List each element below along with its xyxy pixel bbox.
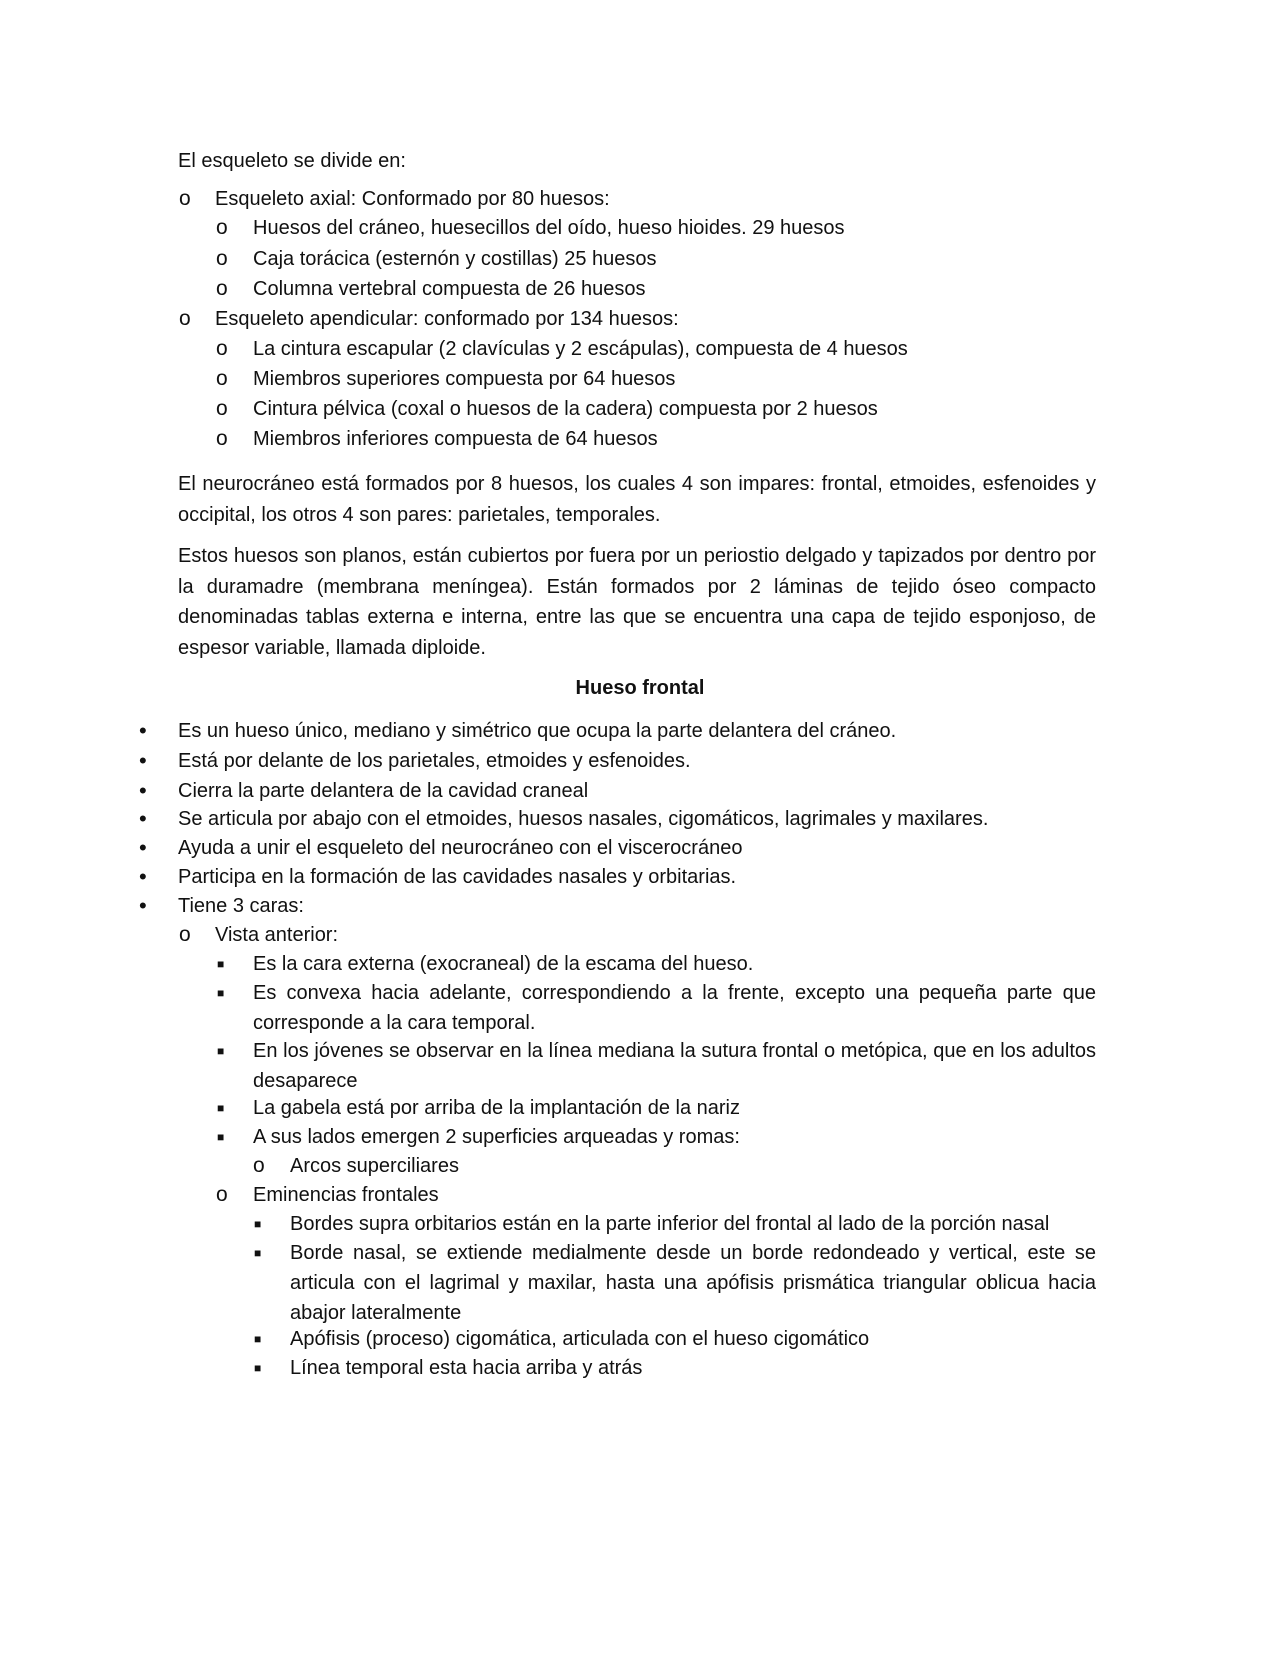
circle-bullet-icon: o	[179, 923, 191, 946]
list-item: Miembros inferiores compuesta de 64 huesos	[253, 428, 658, 450]
intro-text: El esqueleto se divide en:	[178, 150, 406, 172]
sub-item: A sus lados emergen 2 superficies arqueadas y romas:	[253, 1126, 740, 1148]
anterior-view-label: Vista anterior:	[215, 924, 339, 946]
square-bullet-icon: ■	[254, 1332, 262, 1346]
square-bullet-icon: ■	[217, 986, 225, 1000]
list-item: Miembros superiores compuesta por 64 huesos	[253, 368, 676, 390]
section-heading: Hueso frontal	[575, 677, 705, 699]
circle-bullet-icon: o	[216, 1183, 228, 1206]
sub-item: En los jóvenes se observar en la línea mediana la sutura frontal o metópica, que en los adultos desaparece	[253, 1040, 1096, 1092]
list-item: Caja torácica (esternón y costillas) 25 huesos	[253, 248, 657, 270]
circle-bullet-icon: o	[216, 367, 228, 390]
bullet-item: Es un hueso único, mediano y simétrico que ocupa la parte delantera del cráneo.	[178, 720, 897, 742]
list-item: La cintura escapular (2 clavículas y 2 escápulas), compuesta de 4 huesos	[253, 338, 908, 360]
dot-bullet-icon: •	[139, 835, 147, 860]
square-bullet-icon: ■	[217, 1044, 225, 1058]
list-item: Cintura pélvica (coxal o huesos de la cadera) compuesta por 2 huesos	[253, 398, 878, 420]
bullet-item: Se articula por abajo con el etmoides, huesos nasales, cigomáticos, lagrimales y maxilares.	[178, 808, 989, 830]
circle-bullet-icon: o	[179, 307, 191, 330]
list-item-axial: Esqueleto axial: Conformado por 80 huesos:	[215, 188, 610, 210]
dot-bullet-icon: •	[139, 748, 147, 773]
bullet-item: Cierra la parte delantera de la cavidad craneal	[178, 780, 589, 802]
circle-bullet-icon: o	[216, 247, 228, 270]
list-item: Columna vertebral compuesta de 26 huesos	[253, 278, 646, 300]
square-bullet-icon: ■	[217, 1130, 225, 1144]
sub-item: Es convexa hacia adelante, correspondiendo a la frente, excepto una pequeña parte que corresponde a la cara temporal.	[253, 982, 1096, 1034]
circle-bullet-icon: o	[253, 1154, 265, 1177]
paragraph-bones: Estos huesos son planos, están cubiertos por fuera por un periostio delgado y tapizados por dentro por la duramadre (membrana meníngea). Están formados por 2 láminas de tejido óseo compacto denominadas tablas externa e interna, entre las que se encuentra una capa de tejido esponjoso, de espesor variable, llamada diploide.	[178, 545, 1096, 659]
paragraph-neurocranium: El neurocráneo está formados por 8 huesos, los cuales 4 son impares: frontal, etmoides, esfenoides y occipital, los otros 4 son pares: parietales, temporales.	[178, 473, 1096, 526]
dot-bullet-icon: •	[139, 778, 147, 803]
square-bullet-icon: ■	[254, 1361, 262, 1375]
sub-item: Bordes supra orbitarios están en la parte inferior del frontal al lado de la porción nasal	[290, 1213, 1050, 1235]
sub-item: Borde nasal, se extiende medialmente desde un borde redondeado y vertical, este se articula con el lagrimal y maxilar, hasta una apófisis prismática triangular oblicua hacia abajor lateralmente	[290, 1242, 1096, 1324]
bullet-item: Participa en la formación de las cavidades nasales y orbitarias.	[178, 866, 737, 888]
circle-bullet-icon: o	[179, 187, 191, 210]
bullet-item: Tiene 3 caras:	[178, 895, 304, 917]
frontal-eminences-label: Eminencias frontales	[253, 1184, 439, 1206]
circle-bullet-icon: o	[216, 427, 228, 450]
sub-item: Línea temporal esta hacia arriba y atrás	[290, 1357, 643, 1379]
square-bullet-icon: ■	[254, 1246, 262, 1260]
dot-bullet-icon: •	[139, 864, 147, 889]
circle-bullet-icon: o	[216, 337, 228, 360]
sub-item: Apófisis (proceso) cigomática, articulada con el hueso cigomático	[290, 1328, 870, 1350]
square-bullet-icon: ■	[254, 1217, 262, 1231]
sub-item: Es la cara externa (exocraneal) de la escama del hueso.	[253, 953, 754, 975]
circle-bullet-icon: o	[216, 397, 228, 420]
dot-bullet-icon: •	[139, 893, 147, 918]
dot-bullet-icon: •	[139, 806, 147, 831]
circle-bullet-icon: o	[216, 216, 228, 239]
bullet-item: Ayuda a unir el esqueleto del neurocráneo con el viscerocráneo	[178, 837, 743, 859]
square-bullet-icon: ■	[217, 1101, 225, 1115]
dot-bullet-icon: •	[139, 718, 147, 743]
sub-item: La gabela está por arriba de la implantación de la nariz	[253, 1097, 740, 1119]
list-item: Huesos del cráneo, huesecillos del oído, hueso hioides. 29 huesos	[253, 217, 845, 239]
sub-sub-item: Arcos superciliares	[290, 1155, 459, 1177]
list-item-appendicular: Esqueleto apendicular: conformado por 134 huesos:	[215, 308, 679, 330]
circle-bullet-icon: o	[216, 277, 228, 300]
bullet-item: Está por delante de los parietales, etmoides y esfenoides.	[178, 750, 691, 772]
square-bullet-icon: ■	[217, 957, 225, 971]
